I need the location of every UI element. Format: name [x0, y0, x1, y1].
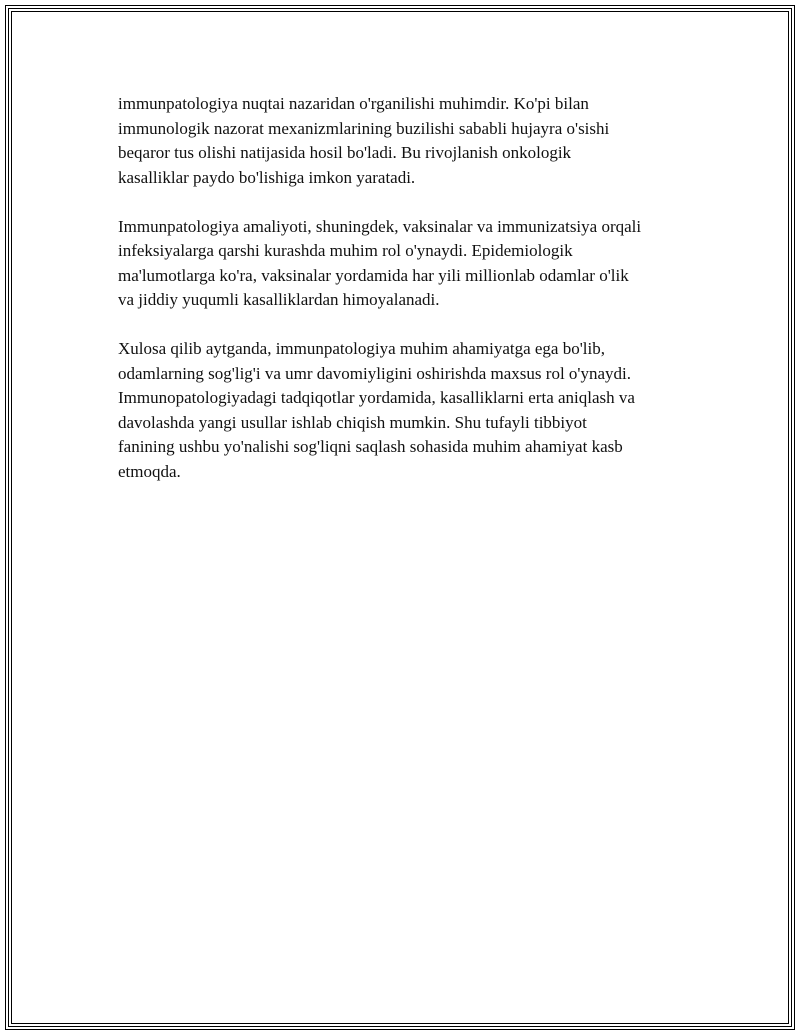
text-line: va jiddiy yuqumli kasalliklardan himoyalanadi.: [118, 290, 440, 309]
text-line: infeksiyalarga qarshi kurashda muhim rol o'ynaydi. Epidemiologik: [118, 241, 573, 260]
document-body: [118, 92, 698, 509]
text-line: immunpatologiya nuqtai nazaridan o'rganilishi muhimdir. Ko'pi bilan: [118, 94, 589, 113]
text-line: kasalliklar paydo bo'lishiga imkon yaratadi.: [118, 167, 416, 187]
text-line: Immunopatologiyadagi tadqiqotlar yordamida, kasalliklarni erta aniqlash va: [118, 388, 635, 407]
text-line: etmoqda.: [118, 461, 181, 481]
text-line: davolashda yangi usullar ishlab chiqish mumkin. Shu tufayli tibbiyot: [118, 412, 587, 432]
text-line: fanining ushbu yo'nalishi sog'liqni saqlash sohasida muhim ahamiyat kasb: [118, 437, 623, 456]
paragraph-2: [118, 215, 698, 313]
text-line: immunologik nazorat mexanizmlarining buzilishi sababli hujayra o'sishi: [118, 118, 610, 138]
text-line: beqaror tus olishi natijasida hosil bo'ladi. Bu rivojlanish onkologik: [118, 143, 572, 162]
text-line: Immunpatologiya amaliyoti, shuningdek, vaksinalar va immunizatsiya orqali: [118, 216, 642, 236]
text-line: odamlarning sog'lig'i va umr davomiyligini oshirishda maxsus rol o'ynaydi.: [118, 363, 631, 383]
paragraph-3: [118, 337, 698, 484]
text-line: Xulosa qilib aytganda, immunpatologiya muhim ahamiyatga ega bo'lib,: [118, 339, 605, 358]
text-line: ma'lumotlarga ko'ra, vaksinalar yordamida har yili millionlab odamlar o'lik: [118, 265, 629, 285]
paragraph-1: [118, 92, 698, 190]
